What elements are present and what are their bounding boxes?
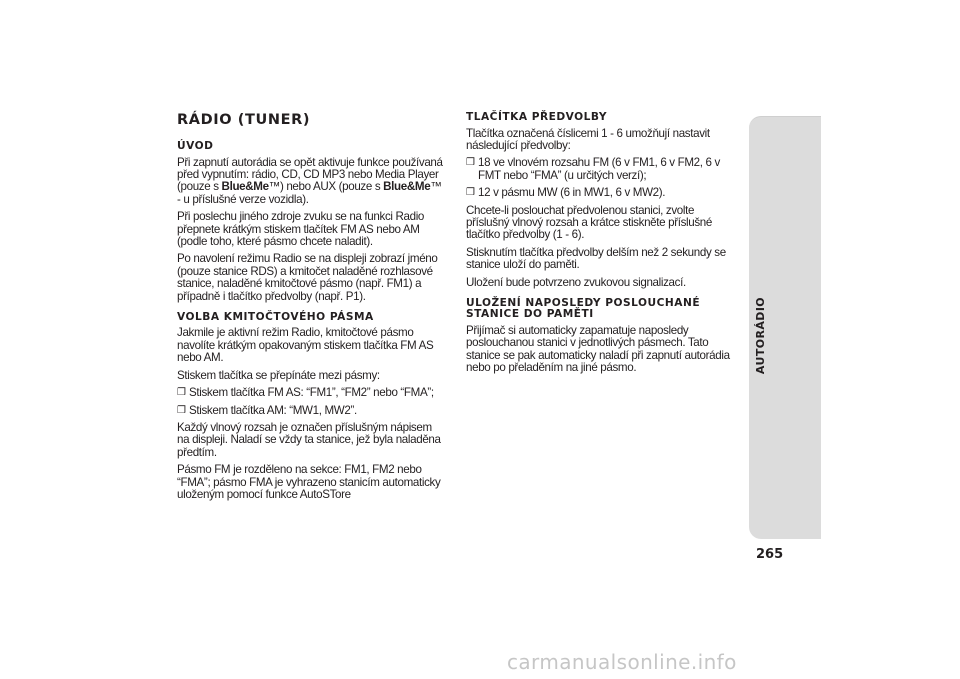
list-item — [177, 387, 443, 399]
checkbox-bullet-icon: ❒ — [177, 387, 186, 399]
preset-paragraph-1: Tlačítka označená číslicemi 1 - 6 umožňují nastavit následující předvolby: — [466, 126, 710, 152]
list-item — [177, 405, 443, 417]
checkbox-bullet-icon: ❒ — [177, 404, 186, 416]
left-column — [177, 112, 443, 506]
band-paragraph-4: Pásmo FM je rozděleno na sekce: FM1, FM2 nebo “FMA”; pásmo FMA je vyhrazeno stanicím automaticky uloženým pomocí funkce AutoSTore — [177, 463, 441, 501]
list-item — [466, 187, 736, 199]
brand-name: Blue&Me — [221, 180, 269, 194]
brand-name: Blue&Me — [383, 180, 431, 194]
page-title: RÁDIO (TUNER) — [177, 112, 311, 128]
right-column — [466, 112, 736, 380]
last-station-heading: ULOŽENÍ NAPOSLEDY POSLOUCHANÉ STANICE DO PAMĚTI — [466, 296, 701, 321]
watermark: carmanualsonline.info — [507, 650, 737, 674]
page-number: 265 — [756, 547, 784, 562]
intro-paragraph-2: Při poslechu jiného zdroje zvuku se na funkci Radio přepnete krátkým stiskem tlačítek FM AS nebo AM (podle toho, které pásmo chcete naladit). — [177, 210, 425, 248]
preset-paragraph-4: Uložení bude potvrzeno zvukovou signalizací. — [466, 275, 686, 289]
section-tab-label — [752, 295, 770, 375]
preset-heading: TLAČÍTKA PŘEDVOLBY — [466, 111, 608, 123]
intro-text-b: ™) nebo AUX (pouze s — [268, 180, 384, 194]
band-paragraph-2: Stiskem tlačítka se přepínáte mezi pásmy: — [177, 368, 380, 382]
last-station-paragraph: Přijímač si automaticky zapamatuje naposledy poslouchanou stanici v jednotlivých pásmech. Tato stanice se pak automaticky naladí při zapnutí autorádia nebo po přeladěním na jiné pásmo. — [466, 323, 730, 375]
list-item-text: 18 ve vlnovém rozsahu FM (6 v FM1, 6 v FM2, 6 v FMT nebo “FMA” (u určitých verzí); — [478, 156, 720, 182]
band-heading: VOLBA KMITOČTOVÉHO PÁSMA — [177, 310, 374, 323]
intro-text-c: ™ - u příslušné verze vozidla). — [177, 180, 442, 206]
intro-paragraph-1 — [177, 157, 443, 207]
checkbox-bullet-icon: ❒ — [466, 187, 475, 199]
band-paragraph-1: Jakmile je aktivní režim Radio, kmitočtové pásmo navolíte krátkým opakovaným stiskem tlačítka FM AS nebo AM. — [177, 326, 434, 365]
list-item-text: Stiskem tlačítka AM: “MW1, MW2”. — [189, 403, 357, 417]
list-item-text: Stiskem tlačítka FM AS: “FM1”, “FM2” nebo “FMA”; — [189, 386, 434, 400]
section-name: AUTORÁDIO — [754, 296, 768, 374]
preset-paragraph-3: Stisknutím tlačítka předvolby delším než 2 sekundy se stanice uloží do paměti. — [466, 245, 726, 272]
list-item-text: 12 v pásmu MW (6 in MW1, 6 v MW2). — [478, 186, 666, 200]
checkbox-bullet-icon: ❒ — [466, 157, 475, 169]
intro-paragraph-3: Po navolení režimu Radio se na displeji zobrazí jméno (pouze stanice RDS) a kmitočet naladěné rozhlasové stanice, naladěné kmitočtové pásmo (např. FM1) a případně i tlačítko předvolby (např. P1). — [177, 252, 438, 303]
intro-text-a: Při zapnutí autorádia se opět aktivuje funkce používaná před vypnutím: rádio, CD, CD MP3 nebo Media Player (pouze s — [177, 155, 443, 194]
intro-heading: ÚVOD — [177, 140, 214, 152]
preset-paragraph-2: Chcete-li poslouchat předvolenou stanici, zvolte příslušný vlnový rozsah a krátce stiskněte příslušné tlačítko předvolby (1 - 6). — [466, 203, 712, 242]
list-item — [466, 157, 736, 182]
band-paragraph-3: Každý vlnový rozsah je označen příslušným nápisem na displeji. Naladí se vždy ta stanice, jež byla naladěna předtím. — [177, 420, 441, 459]
